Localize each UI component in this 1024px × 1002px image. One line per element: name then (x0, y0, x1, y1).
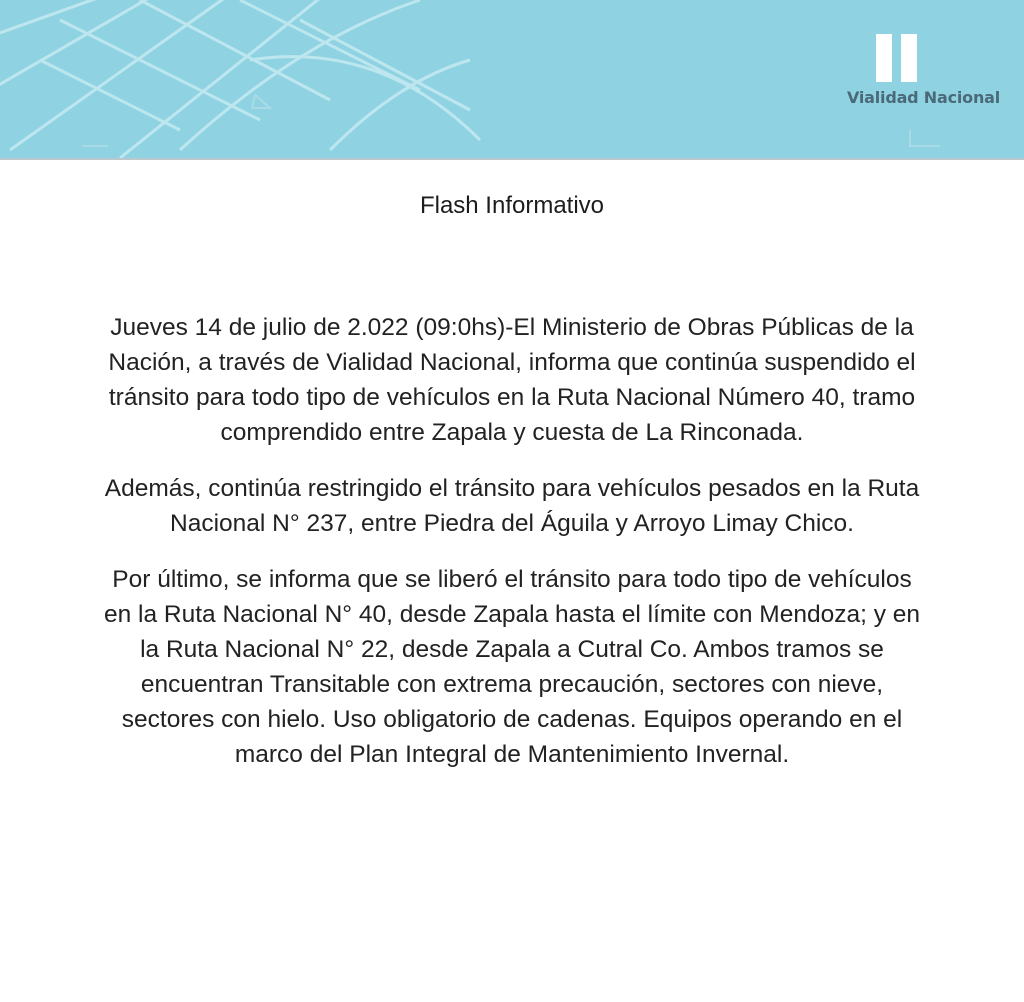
document-body (100, 310, 924, 793)
paragraph-2: Además, continúa restringido el tránsito para vehículos pesados en la Ruta Nacional N° 237, entre Piedra del Águila y Arroyo Limay Chico. (104, 475, 920, 537)
header-banner (0, 0, 1024, 160)
vialidad-nacional-bars-icon (876, 34, 918, 82)
logo-text: Vialidad Nacional (846, 88, 1001, 107)
paragraph-1: Jueves 14 de julio de 2.022 (09:0hs)-El Ministerio de Obras Públicas de la Nación, a través de Vialidad Nacional, informa que continúa suspendido el tránsito para todo tipo de vehículos en la Ruta Nacional Número 40, tramo comprendido entre Zapala y cuesta de La Rinconada. (108, 314, 916, 446)
paragraph-3: Por último, se informa que se liberó el tránsito para todo tipo de vehículos en la Ruta Nacional N° 40, desde Zapala hasta el límite con Mendoza; y en la Ruta Nacional N° 22, desde Zapala a Cutral Co. Ambos tramos se encuentran Transitable con extrema precaución, sectores con nieve, sectores con hielo. Uso obligatorio de cadenas. Equipos operando en el marco del Plan Integral de Mantenimiento Invernal. (103, 566, 921, 768)
document-title: Flash Informativo (419, 192, 605, 219)
vialidad-nacional-logo (836, 34, 1011, 114)
